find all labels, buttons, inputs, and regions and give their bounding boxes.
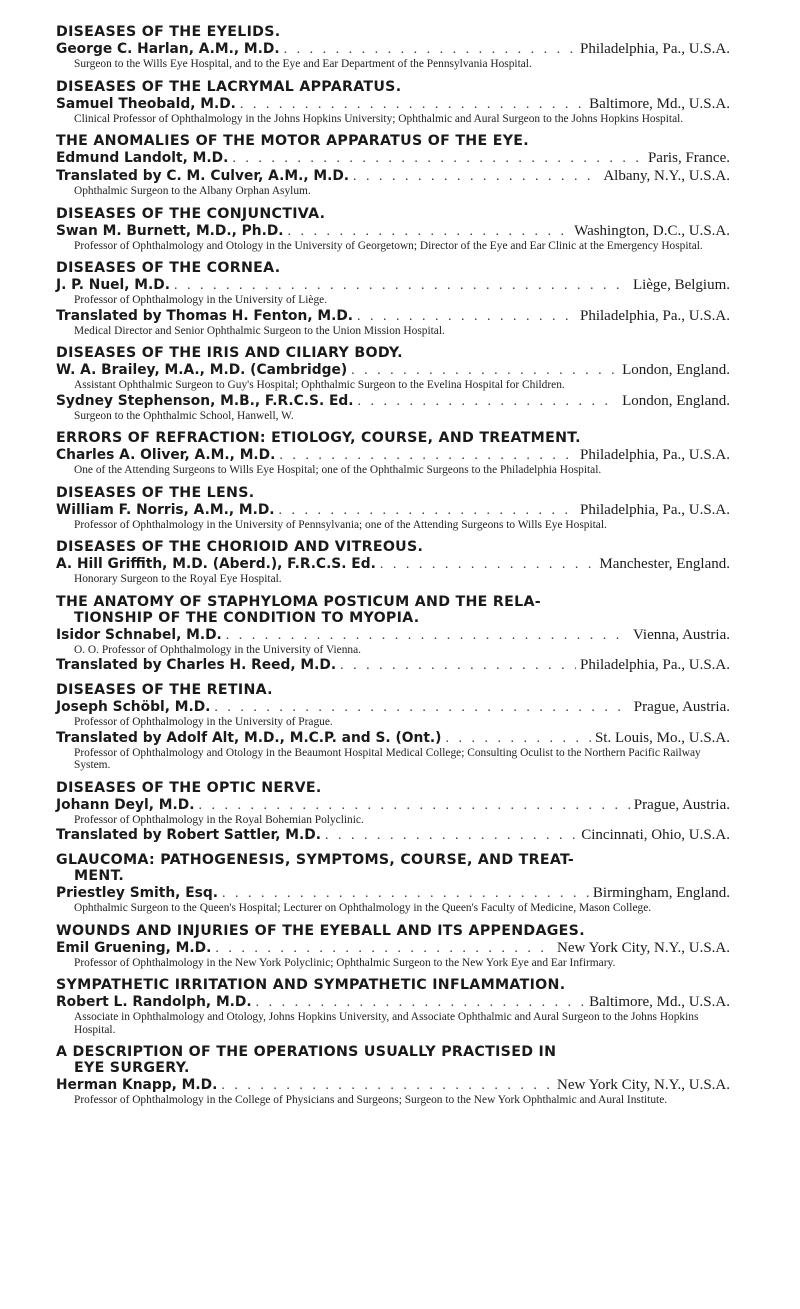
contents-section [56,977,730,1036]
dot-leader [358,393,619,410]
author-location: New York City, N.Y., U.S.A. [557,1077,730,1093]
dot-leader [351,362,618,379]
contents-section [56,682,730,772]
contributor-entry [56,41,730,71]
author-location: Vienna, Austria. [633,626,730,643]
author-location: Birmingham, England. [592,885,730,901]
contributor-entry [56,96,730,126]
dot-leader [340,657,576,674]
author-location: Manchester, England. [599,556,730,572]
section-heading [56,1044,730,1076]
section-heading [56,206,730,222]
author-line [56,556,730,573]
section-heading-line: A DESCRIPTION OF THE OPERATIONS USUALLY PRACTISED IN [56,1044,557,1060]
section-heading [56,133,730,149]
author-name: William F. Norris, A.M., M.D. [56,501,275,518]
contributor-entry [56,940,730,970]
author-affiliation: Medical Director and Senior Ophthalmic Surgeon to the Union Mission Hospital. [74,324,445,337]
section-heading [56,977,730,993]
contributor-entry [56,168,730,198]
section-heading-line: MENT. [74,868,125,884]
contents-section [56,260,730,337]
author-location: London, England. [622,362,730,378]
section-heading [56,24,730,40]
contents-section [56,430,730,477]
author-location: St. Louis, Mo., U.S.A. [594,729,730,746]
author-name: Sydney Stephenson, M.B., F.R.C.S. Ed. [56,392,354,409]
contributor-entry [56,699,730,729]
author-location: Baltimore, Md., U.S.A. [589,95,730,112]
section-heading-line: DISEASES OF THE IRIS AND CILIARY BODY. [56,345,403,361]
contributor-entry [56,308,730,338]
author-affiliation: Professor of Ophthalmology in the University of Pennsylvania; one of the Attending Surgeons to Wills Eye Hospital. [74,518,607,531]
author-name: Herman Knapp, M.D. [56,1077,218,1093]
section-heading [56,594,730,626]
author-location: New York City, N.Y., U.S.A. [557,939,730,956]
dot-leader [222,885,589,902]
contributor-entry [56,827,730,844]
contents-section [56,485,730,532]
author-name: Priestley Smith, Esq. [56,885,218,901]
contributor-entry [56,1077,730,1107]
author-location: Liège, Belgium. [632,277,730,293]
author-affiliation: Honorary Surgeon to the Royal Eye Hospital. [74,573,282,585]
author-line [56,41,730,58]
author-line [56,699,730,716]
author-location: Philadelphia, Pa., U.S.A. [580,41,730,57]
author-affiliation: Ophthalmic Surgeon to the Queen's Hospital; Lecturer on Ophthalmology in the Queen's Faculty of Medicine, Mason College. [74,902,652,914]
author-line [56,940,730,957]
section-heading [56,923,730,939]
contributor-entry [56,277,730,307]
dot-leader [221,1077,553,1094]
author-location: Baltimore, Md., U.S.A. [589,994,730,1010]
dot-leader [353,168,599,185]
author-name: Edmund Landolt, M.D. [56,150,229,166]
author-name: Translated by Adolf Alt, M.D., M.C.P. and S. (Ont.) [56,729,442,746]
author-location: Philadelphia, Pa., U.S.A. [580,657,730,673]
section-heading [56,539,730,555]
contributor-entry [56,150,730,167]
author-name: Charles A. Oliver, A.M., M.D. [56,447,276,463]
dot-leader [214,699,629,716]
author-name: George C. Harlan, A.M., M.D. [56,41,280,57]
author-name: Translated by Robert Sattler, M.D. [56,827,321,843]
author-name: Translated by Charles H. Reed, M.D. [56,657,337,673]
author-name: Johann Deyl, M.D. [56,796,195,813]
contributor-entry [56,797,730,827]
contents-section [56,923,730,970]
author-affiliation: Professor of Ophthalmology and Otology in the Beaumont Hospital Medical College; Consulting Oculist to the Northern Pacific Railway System. [74,746,701,771]
contents-section [56,594,730,675]
author-name: Robert L. Randolph, M.D. [56,994,252,1010]
dot-leader [380,556,596,573]
author-line [56,797,730,814]
author-line [56,1077,730,1094]
author-name: Translated by Thomas H. Fenton, M.D. [56,307,354,324]
contents-section [56,79,730,126]
author-line [56,885,730,902]
section-heading [56,682,730,698]
contributor-entry [56,885,730,915]
author-affiliation: Associate in Ophthalmology and Otology, Johns Hopkins University, and Associate Ophthalmic and Aural Surgeon to the Johns Hopkins Hospital. [74,1011,699,1036]
author-affiliation: Professor of Ophthalmology in the New York Polyclinic; Ophthalmic Surgeon to the New York Eye and Ear Infirmary. [74,956,616,969]
contributor-entry [56,657,730,674]
author-affiliation: O. O. Professor of Ophthalmology in the University of Vienna. [74,643,361,656]
author-line [56,362,730,379]
dot-leader [325,827,577,844]
contents-section [56,133,730,198]
author-affiliation: Professor of Ophthalmology in the Royal Bohemian Polyclinic. [74,813,364,826]
contents-section [56,852,730,915]
author-name: W. A. Brailey, M.A., M.D. (Cambridge) [56,362,348,378]
section-heading-line: DISEASES OF THE OPTIC NERVE. [56,779,322,796]
section-heading-line: DISEASES OF THE LACRYMAL APPARATUS. [56,78,402,95]
contributor-entry [56,393,730,423]
section-heading [56,430,730,446]
dot-leader [357,308,576,325]
section-heading-line: DISEASES OF THE LENS. [56,484,255,501]
author-location: Philadelphia, Pa., U.S.A. [580,501,730,518]
section-heading [56,345,730,361]
author-line [56,96,730,113]
section-heading-line: DISEASES OF THE CHORIOID AND VITREOUS. [56,539,424,555]
author-location: Cincinnati, Ohio, U.S.A. [581,827,730,843]
author-affiliation: Surgeon to the Wills Eye Hospital, and to the Eye and Ear Department of the Pennsylvania Hospital. [74,58,532,70]
author-location: Washington, D.C., U.S.A. [574,222,730,239]
author-line [56,447,730,464]
section-heading-line: WOUNDS AND INJURIES OF THE EYEBALL AND ITS APPENDAGES. [56,922,585,939]
section-heading-line: THE ANATOMY OF STAPHYLOMA POSTICUM AND THE RELA- [56,593,541,610]
author-name: Samuel Theobald, M.D. [56,95,236,112]
author-affiliation: Surgeon to the Ophthalmic School, Hanwell, W. [74,409,294,422]
contributor-entry [56,223,730,253]
author-affiliation: Assistant Ophthalmic Surgeon to Guy's Hospital; Ophthalmic Surgeon to the Evelina Hospital for Children. [74,379,565,391]
author-line [56,827,730,844]
author-line [56,223,730,240]
author-affiliation: Ophthalmic Surgeon to the Albany Orphan Asylum. [74,185,311,197]
section-heading [56,852,730,884]
section-heading-line: ERRORS OF REFRACTION: ETIOLOGY, COURSE, AND TREATMENT. [56,430,581,446]
author-location: Philadelphia, Pa., U.S.A. [580,307,730,324]
author-affiliation: Professor of Ophthalmology in the University of Prague. [74,716,333,728]
contents-section [56,780,730,845]
author-line [56,393,730,410]
author-location: Paris, France. [647,150,730,166]
section-heading-line: DISEASES OF THE RETINA. [56,682,273,698]
section-heading [56,485,730,501]
dot-leader [279,447,576,464]
author-affiliation: Professor of Ophthalmology in the University of Liège. [74,294,328,306]
contributor-entry [56,362,730,392]
section-heading-line: DISEASES OF THE CONJUNCTIVA. [56,205,326,222]
author-line [56,502,730,519]
contents-section [56,206,730,253]
dot-leader [226,627,629,644]
dot-leader [215,940,553,957]
dot-leader [256,994,586,1011]
section-heading-line: DISEASES OF THE EYELIDS. [56,24,281,40]
section-heading [56,260,730,276]
contributor-entry [56,994,730,1036]
dot-leader [284,41,576,58]
contributor-entry [56,556,730,586]
section-heading-line: TIONSHIP OF THE CONDITION TO MYOPIA. [74,609,420,626]
author-location: London, England. [622,392,730,409]
section-heading [56,780,730,796]
section-heading-line: SYMPATHETIC IRRITATION AND SYMPATHETIC INFLAMMATION. [56,977,566,993]
author-location: Albany, N.Y., U.S.A. [603,168,730,184]
section-heading [56,79,730,95]
dot-leader [174,277,629,294]
dot-leader [198,797,629,814]
author-name: Isidor Schnabel, M.D. [56,626,222,643]
author-line [56,657,730,674]
contributor-entry [56,627,730,657]
section-heading-line: THE ANOMALIES OF THE MOTOR APPARATUS OF THE EYE. [56,133,529,149]
dot-leader [279,502,576,519]
author-name: J. P. Nuel, M.D. [56,277,170,293]
author-line [56,627,730,644]
dot-leader [240,96,585,113]
author-line [56,308,730,325]
dot-leader [232,150,644,167]
author-name: Translated by C. M. Culver, A.M., M.D. [56,168,350,184]
author-name: Swan M. Burnett, M.D., Ph.D. [56,222,284,239]
author-affiliation: Clinical Professor of Ophthalmology in the Johns Hopkins University; Ophthalmic and Aural Surgeon to the Johns Hopkins Hospital. [74,112,684,125]
author-location: Philadelphia, Pa., U.S.A. [580,447,730,463]
dot-leader [445,730,591,747]
author-name: Joseph Schöbl, M.D. [56,699,211,715]
contents-section [56,539,730,586]
contributor-entry [56,730,730,772]
author-line [56,994,730,1011]
author-affiliation: Professor of Ophthalmology in the College of Physicians and Surgeons; Surgeon to the New York Ophthalmic and Aural Institute. [74,1094,668,1106]
section-heading-line: EYE SURGERY. [74,1060,190,1076]
author-location: Prague, Austria. [633,699,730,715]
contributor-entry [56,447,730,477]
contents-section [56,1044,730,1107]
section-heading-line: DISEASES OF THE CORNEA. [56,260,281,276]
dot-leader [288,223,571,240]
author-name: A. Hill Griffith, M.D. (Aberd.), F.R.C.S. Ed. [56,556,376,572]
section-heading-line: GLAUCOMA: PATHOGENESIS, SYMPTOMS, COURSE, AND TREAT- [56,852,575,868]
author-location: Prague, Austria. [633,796,730,813]
contributor-entry [56,502,730,532]
author-affiliation: One of the Attending Surgeons to Wills Eye Hospital; one of the Ophthalmic Surgeons to the Philadelphia Hospital. [74,464,602,476]
author-affiliation: Professor of Ophthalmology and Otology in the University of Georgetown; Director of the Eye and Ear Clinic at the Emergency Hospital. [74,239,703,252]
author-line [56,150,730,167]
author-line [56,277,730,294]
contents-section [56,24,730,71]
author-line [56,168,730,185]
author-line [56,730,730,747]
author-name: Emil Gruening, M.D. [56,939,212,956]
contents-section [56,345,730,422]
